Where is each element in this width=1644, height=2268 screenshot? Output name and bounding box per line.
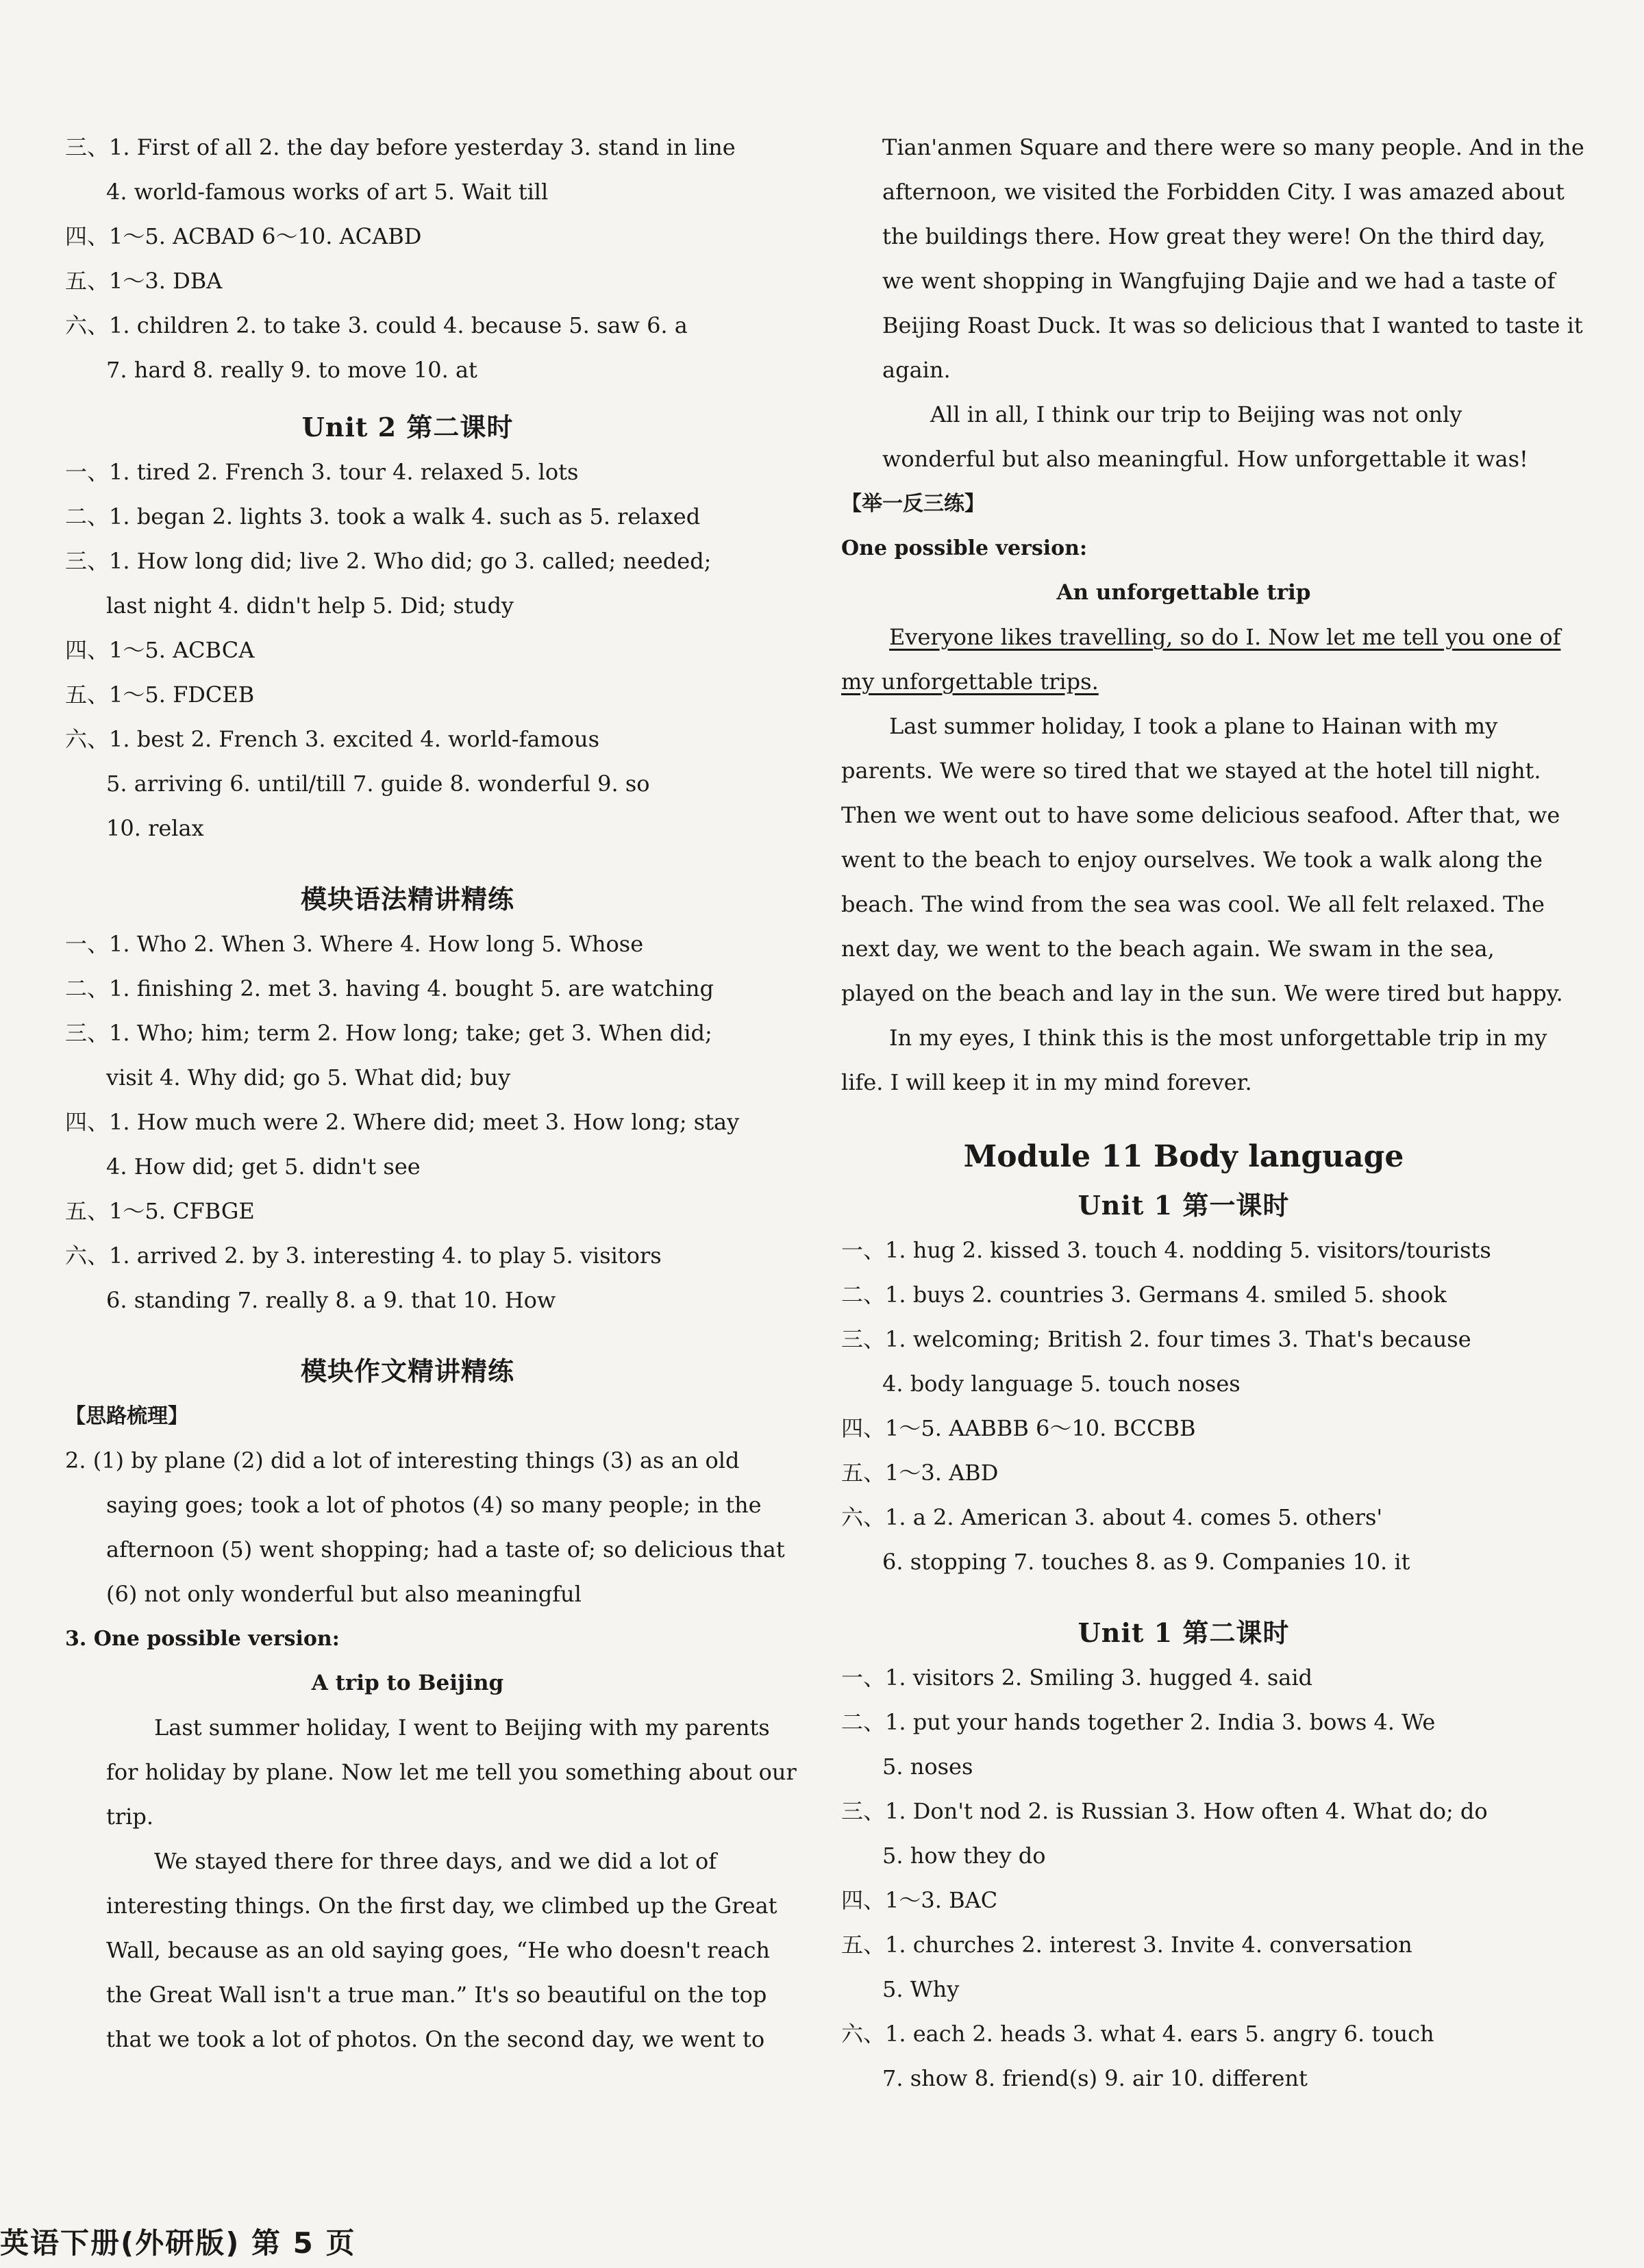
section-title-unit1-lesson1: Unit 1 第一课时 (1078, 1190, 1290, 1221)
answer-line: 四、1. How much were 2. Where did; meet 3. How long; stay (65, 1109, 740, 1135)
essay-line: the buildings there. How great they were! On the third day, (882, 223, 1546, 249)
answer-line: 三、1. How long did; live 2. Who did; go 3. called; needed; (65, 548, 712, 574)
section-title-grammar: 模块语法精讲精练 (300, 884, 514, 914)
answer-line: 一、1. hug 2. kissed 3. touch 4. nodding 5. visitors/tourists (841, 1237, 1491, 1263)
answer-line: 二、1. finishing 2. met 3. having 4. bought 5. are watching (65, 975, 714, 1001)
answer-line: 二、1. began 2. lights 3. took a walk 4. such as 5. relaxed (65, 503, 701, 529)
answer-line: 2. (1) by plane (2) did a lot of interesting things (3) as an old (65, 1447, 740, 1473)
answer-line: visit 4. Why did; go 5. What did; buy (106, 1064, 511, 1091)
essay-line: next day, we went to the beach again. We swam in the sea, (841, 936, 1495, 962)
essay-title: An unforgettable trip (1056, 580, 1311, 605)
answer-line: 4. world-famous works of art 5. Wait till (106, 179, 549, 205)
answer-line: 5. how they do (882, 1843, 1046, 1869)
answer-line: 四、1～5. ACBAD 6～10. ACABD (65, 223, 422, 249)
essay-line: we went shopping in Wangfujing Dajie and we had a taste of (882, 268, 1556, 294)
answer-line: 一、1. visitors 2. Smiling 3. hugged 4. said (841, 1665, 1313, 1691)
essay-line: for holiday by plane. Now let me tell you something about our (106, 1759, 797, 1785)
essay-line: again. (882, 357, 951, 383)
essay-line: In my eyes, I think this is the most unforgettable trip in my (889, 1025, 1547, 1051)
essay-line: We stayed there for three days, and we did a lot of (154, 1848, 717, 1874)
right-column (841, 125, 1584, 2101)
answer-line: 7. show 8. friend(s) 9. air 10. different (882, 2065, 1308, 2091)
answer-line: 10. relax (106, 815, 204, 841)
section-title-unit1-lesson2: Unit 1 第二课时 (1078, 1617, 1290, 1648)
version-label: 3. One possible version: (65, 1627, 340, 1651)
answer-line: 一、1. Who 2. When 3. Where 4. How long 5. Whose (65, 931, 644, 957)
essay-line: Wall, because as an old saying goes, “He who doesn't reach (106, 1937, 770, 1963)
answer-line: 四、1～5. AABBB 6～10. BCCBB (841, 1415, 1196, 1441)
answer-line: 二、1. put your hands together 2. India 3. bows 4. We (841, 1709, 1436, 1735)
essay-line: that we took a lot of photos. On the second day, we went to (106, 2026, 765, 2052)
answer-line: 一、1. tired 2. French 3. tour 4. relaxed 5. lots (65, 459, 579, 485)
answer-line: 五、1～3. ABD (841, 1460, 999, 1486)
essay-line: All in all, I think our trip to Beijing was not only (930, 401, 1462, 427)
thinking-label: 【思路梳理】 (65, 1404, 188, 1428)
answer-line: saying goes; took a lot of photos (4) so many people; in the (106, 1492, 762, 1518)
essay-line: Then we went out to have some delicious seafood. After that, we (841, 802, 1560, 828)
section-title-writing: 模块作文精讲精练 (300, 1356, 514, 1386)
essay-line: afternoon, we visited the Forbidden City. I was amazed about (882, 179, 1565, 205)
essay-line: Tian'anmen Square and there were so many people. And in the (882, 134, 1584, 160)
essay-line: Last summer holiday, I took a plane to Hainan with my (889, 713, 1498, 739)
practice-label: 【举一反三练】 (841, 492, 985, 516)
essay-line: played on the beach and lay in the sun. We were tired but happy. (841, 980, 1563, 1006)
answer-line: 六、1. best 2. French 3. excited 4. world-famous (65, 726, 600, 752)
page-footer: 英语下册(外研版) 第 5 页 (0, 2226, 356, 2260)
answer-line: 五、1～5. CFBGE (65, 1198, 255, 1224)
answer-line: 三、1. First of all 2. the day before yesterday 3. stand in line (65, 134, 736, 160)
answer-line: 五、1～3. DBA (65, 268, 223, 294)
essay-line: trip. (106, 1804, 154, 1830)
answer-line: 5. Why (882, 1976, 960, 2002)
answer-line: 五、1. churches 2. interest 3. Invite 4. conversation (841, 1932, 1412, 1958)
answer-line: 三、1. Who; him; term 2. How long; take; get 3. When did; (65, 1020, 712, 1046)
essay-line: parents. We were so tired that we stayed at the hotel till night. (841, 758, 1541, 784)
answer-line: 5. arriving 6. until/till 7. guide 8. wonderful 9. so (106, 771, 650, 797)
answer-line: last night 4. didn't help 5. Did; study (106, 593, 514, 619)
essay-line: wonderful but also meaningful. How unforgettable it was! (882, 446, 1528, 472)
essay-line: Last summer holiday, I went to Beijing with my parents (154, 1715, 770, 1741)
answer-line: 6. standing 7. really 8. a 9. that 10. How (106, 1287, 556, 1313)
essay-line: Everyone likes travelling, so do I. Now let me tell you one of (889, 624, 1561, 650)
answer-line: 5. noses (882, 1754, 973, 1780)
essay-line: my unforgettable trips. (841, 669, 1099, 695)
essay-line: life. I will keep it in my mind forever. (841, 1069, 1252, 1095)
answer-line: afternoon (5) went shopping; had a taste of; so delicious that (106, 1536, 785, 1562)
answer-line: 三、1. welcoming; British 2. four times 3. That's because (841, 1326, 1471, 1352)
answer-line: 六、1. children 2. to take 3. could 4. because 5. saw 6. a (65, 312, 688, 338)
essay-title: A trip to Beijing (311, 1671, 504, 1695)
answer-line: 五、1～5. FDCEB (65, 682, 255, 708)
left-column (65, 125, 797, 2062)
module-title: Module 11 Body language (963, 1139, 1404, 1174)
answer-line: 六、1. arrived 2. by 3. interesting 4. to play 5. visitors (65, 1243, 662, 1269)
answer-line: 六、1. a 2. American 3. about 4. comes 5. others' (841, 1504, 1383, 1530)
essay-line: went to the beach to enjoy ourselves. We took a walk along the (841, 847, 1543, 873)
answer-line: 4. How did; get 5. didn't see (106, 1154, 421, 1180)
essay-line: Beijing Roast Duck. It was so delicious that I wanted to taste it (882, 312, 1583, 338)
answer-line: 7. hard 8. really 9. to move 10. at (106, 357, 477, 383)
answer-line: 四、1～3. BAC (841, 1887, 998, 1913)
section-title-unit2-lesson2: Unit 2 第二课时 (301, 412, 514, 443)
answer-line: 4. body language 5. touch noses (882, 1371, 1241, 1397)
answer-line: 四、1～5. ACBCA (65, 637, 255, 663)
answer-line: 三、1. Don't nod 2. is Russian 3. How often 4. What do; do (841, 1798, 1488, 1824)
answer-line: (6) not only wonderful but also meaningful (106, 1581, 582, 1607)
answer-line: 六、1. each 2. heads 3. what 4. ears 5. angry 6. touch (841, 2021, 1434, 2047)
essay-line: beach. The wind from the sea was cool. We all felt relaxed. The (841, 891, 1545, 917)
answer-line: 6. stopping 7. touches 8. as 9. Companies 10. it (882, 1549, 1410, 1575)
version-label: One possible version: (841, 536, 1088, 560)
essay-line: the Great Wall isn't a true man.” It's so beautiful on the top (106, 1982, 767, 2008)
essay-line: interesting things. On the first day, we climbed up the Great (106, 1893, 777, 1919)
answer-line: 二、1. buys 2. countries 3. Germans 4. smiled 5. shook (841, 1282, 1447, 1308)
